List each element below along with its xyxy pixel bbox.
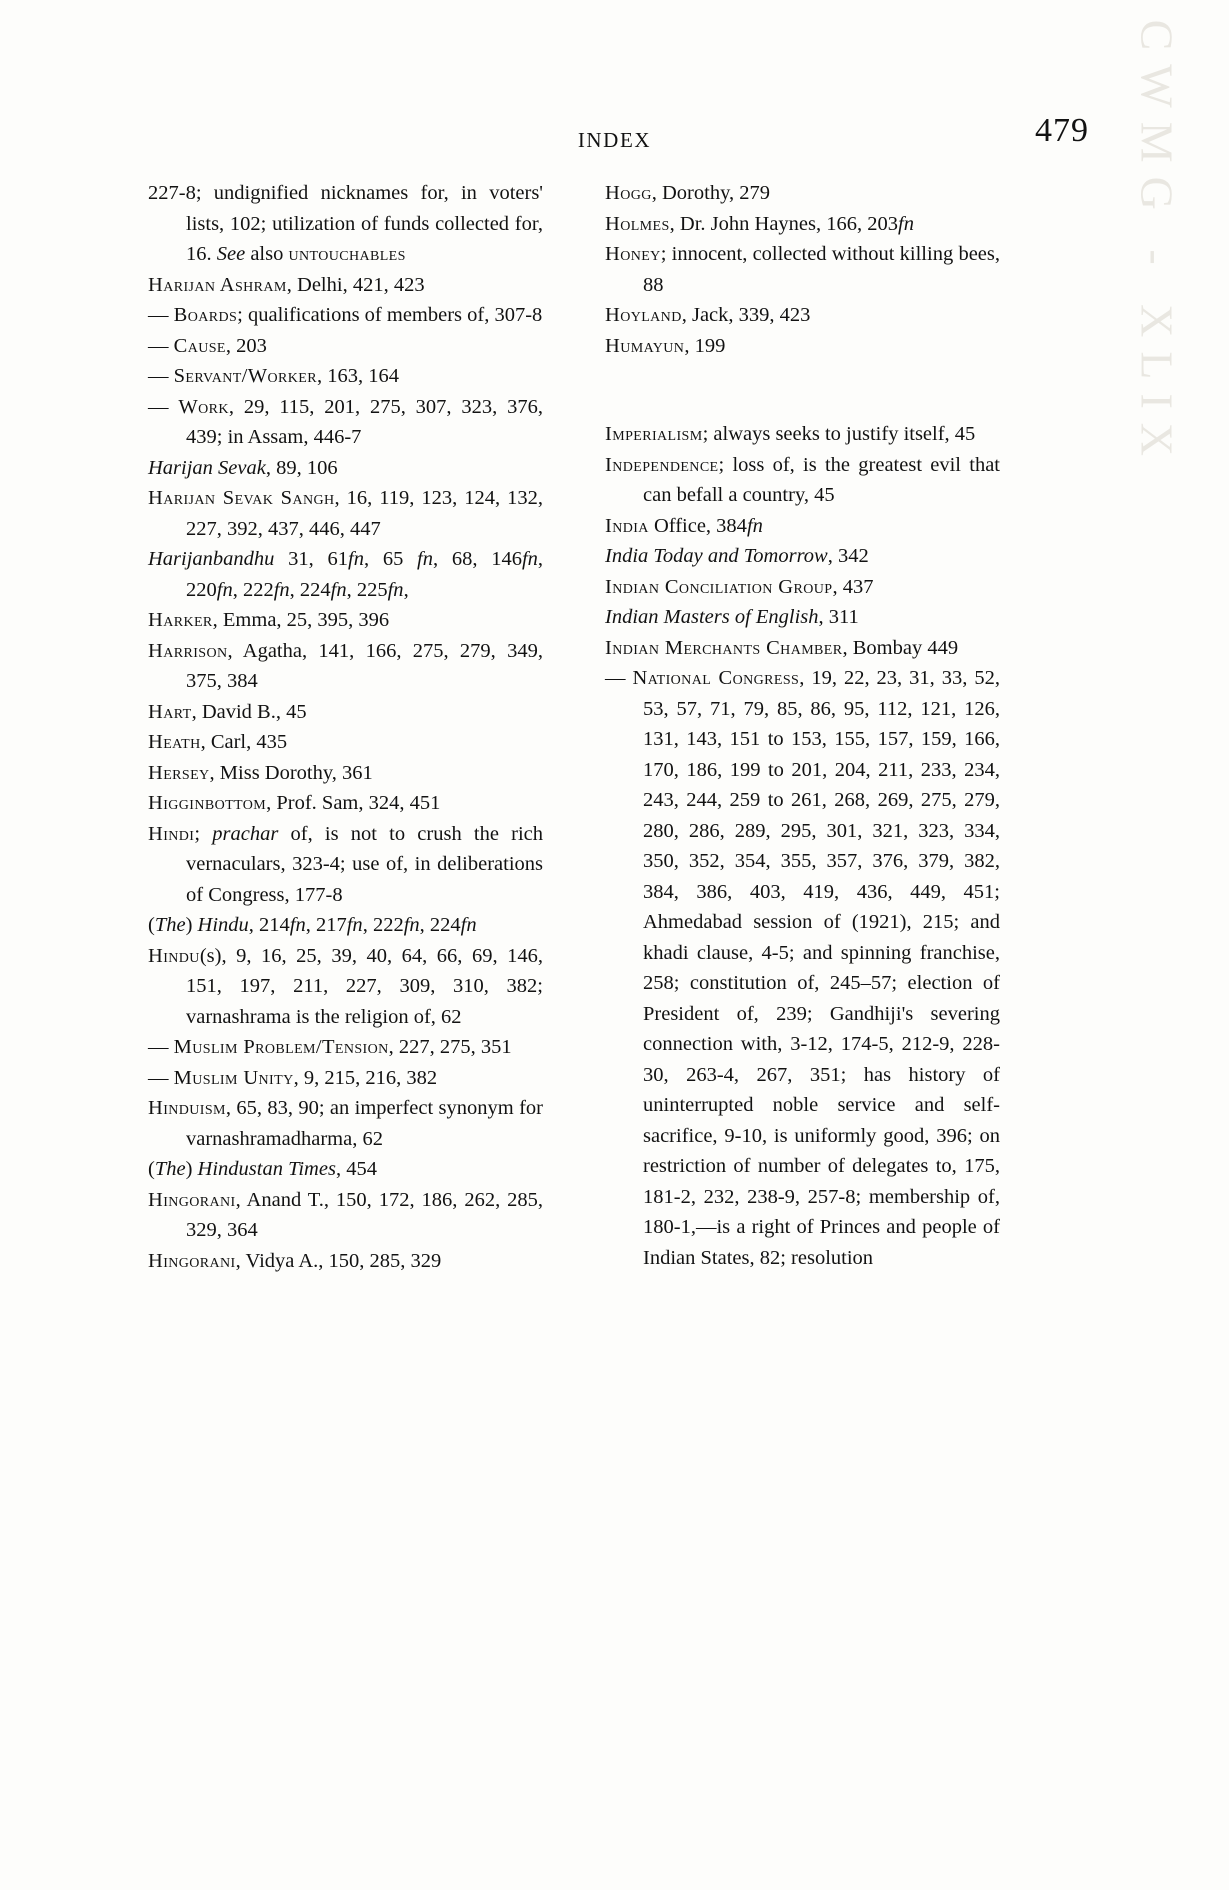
watermark-text: CWMG - XLIX xyxy=(1131,19,1182,470)
index-entry: Indian Masters of English, 311 xyxy=(605,606,859,628)
index-entry: — Cause, 203 xyxy=(148,334,267,357)
column-spacer xyxy=(605,361,1000,419)
index-entry: Hogg, Dorothy, 279 xyxy=(605,182,770,204)
index-entry: Humayun, 199 xyxy=(605,334,726,357)
index-entry: Imperialism; always seeks to justify itself, 45 xyxy=(605,423,976,445)
index-entry: Indian Merchants Chamber, Bombay 449 xyxy=(605,636,959,659)
index-column-left xyxy=(148,178,543,1276)
index-entry: (The) Hindustan Times, 454 xyxy=(148,1158,377,1180)
index-entry: Hinduism, 65, 83, 90; an imperfect synonym for varnashramadharma, 62 xyxy=(148,1097,543,1150)
index-entry: Hoyland, Jack, 339, 423 xyxy=(605,304,811,326)
index-entry: — Servant/Worker, 163, 164 xyxy=(148,365,399,387)
page-number: 479 xyxy=(1035,112,1089,149)
index-entry: Heath, Carl, 435 xyxy=(148,731,288,753)
index-entry: India Today and Tomorrow, 342 xyxy=(605,545,869,567)
index-entry: Harrison, Agatha, 141, 166, 275, 279, 349, 375, 384 xyxy=(148,639,543,692)
index-entry: Hindi; prachar of, is not to crush the rich vernaculars, 323-4; use of, in deliberations of Congress, 177-8 xyxy=(148,822,543,906)
index-entry: Hindu(s), 9, 16, 25, 39, 40, 64, 66, 69, 146, 151, 197, 211, 227, 309, 310, 382; varnashrama is the religion of, 62 xyxy=(148,944,543,1028)
index-entry: Holmes, Dr. John Haynes, 166, 203fn xyxy=(605,212,914,235)
page-header xyxy=(0,112,1229,168)
index-entry: — Boards; qualifications of members of, 307-8 xyxy=(148,304,543,326)
index-entry: Harijan Sevak, 89, 106 xyxy=(148,456,338,479)
running-head-title: INDEX xyxy=(577,128,652,152)
index-entry: Honey; innocent, collected without killing bees, 88 xyxy=(605,243,1000,296)
index-entry: Hingorani, Vidya A., 150, 285, 329 xyxy=(148,1249,442,1272)
index-columns xyxy=(148,178,1088,1276)
index-entry: (The) Hindu, 214fn, 217fn, 222fn, 224fn xyxy=(148,914,477,936)
index-entry: Hingorani, Anand T., 150, 172, 186, 262, 285, 329, 364 xyxy=(148,1188,543,1241)
index-entry: 227-8; undignified nicknames for, in voters' lists, 102; utilization of funds collected for, 16. See also untouchables xyxy=(148,182,543,265)
index-entry: — Work, 29, 115, 201, 275, 307, 323, 376, 439; in Assam, 446-7 xyxy=(148,395,543,448)
index-entry: Hersey, Miss Dorothy, 361 xyxy=(148,761,373,784)
index-column-right xyxy=(605,178,1000,1276)
index-entry: Indian Conciliation Group, 437 xyxy=(605,575,874,598)
index-entry: — Muslim Unity, 9, 215, 216, 382 xyxy=(148,1066,438,1089)
index-entry: Harijan Sevak Sangh, 16, 119, 123, 124, 132, 227, 392, 437, 446, 447 xyxy=(148,487,543,540)
index-entry: Harijan Ashram, Delhi, 421, 423 xyxy=(148,273,425,296)
index-entry: Harker, Emma, 25, 395, 396 xyxy=(148,609,390,631)
index-entry: Harijanbandhu 31, 61fn, 65 fn, 68, 146fn, 220fn, 222fn, 224fn, 225fn, xyxy=(148,548,544,601)
index-entry: Hart, David B., 45 xyxy=(148,700,307,723)
index-entry: Higginbottom, Prof. Sam, 324, 451 xyxy=(148,792,441,814)
index-entry: — National Congress, 19, 22, 23, 31, 33, 52, 53, 57, 71, 79, 85, 86, 95, 112, 121, 126, 131, 143, 151 to 153, 155, 157, 159, 166, 170, 186, 199 to 201, 204, 211, 233, 234, 243, 244, 259 to 261, 268, 269, 275, 279, 280, 286, 289, 295, 301, 321, 323, 334, 350, 352, 354, 355, 357, 376, 379, 382, 384, 386, 403, 419, 436, 449, 451; Ahmedabad session of (1921), 215; and khadi clause, 4-5; and spinning franchise, 258; constitution of, 245–57; election of President of, 239; Gandhiji's severing connection with, 3-12, 174-5, 212-9, 228-30, 263-4, 267, 351; has history of uninterrupted noble service and self-sacrifice, 9-10, is uniformly good, 396; on restriction of number of delegates to, 175, 181-2, 232, 238-9, 257-8; membership of, 180-1,—is a right of Princes and people of Indian States, 82; resolution xyxy=(605,667,1001,1269)
index-entry: India Office, 384fn xyxy=(605,514,763,537)
index-entry: Independence; loss of, is the greatest evil that can befall a country, 45 xyxy=(605,453,1000,506)
index-entry: — Muslim Problem/Tension, 227, 275, 351 xyxy=(148,1036,512,1058)
